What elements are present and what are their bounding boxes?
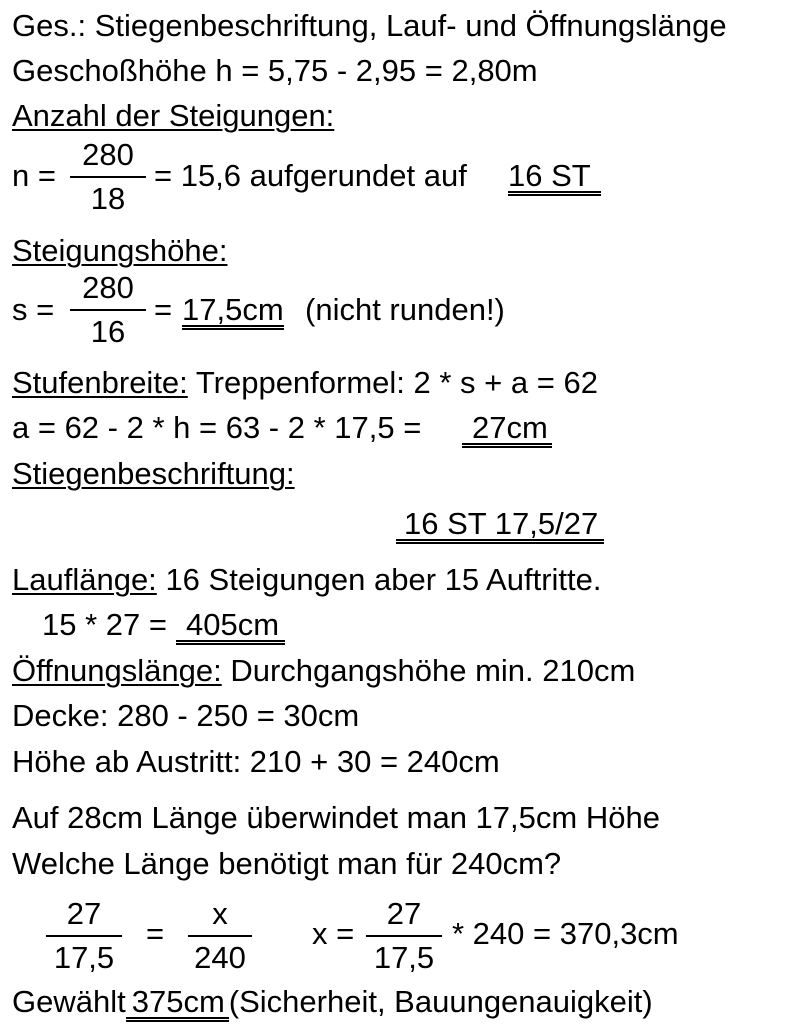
fraction-2-numerator: x: [212, 896, 228, 931]
steigungshoehe-eq: =: [154, 292, 173, 327]
fraction-3-numerator: 27: [386, 896, 422, 931]
proportion-fraction-1: [46, 896, 122, 976]
oeffnung-text: Durchgangshöhe min. 210cm: [230, 653, 636, 688]
stufenbreite-calc: a = 62 - 2 * h = 63 - 2 * 17,5 =: [12, 410, 422, 445]
steigungshoehe-heading: Steigungshöhe:: [12, 233, 228, 268]
fraction-bar: [46, 935, 122, 937]
gewaehlt-line: [12, 984, 653, 1022]
oeffnung-line: [12, 653, 635, 689]
steigungshoehe-note: (nicht runden!): [305, 292, 505, 327]
oeffnung-heading: Öffnungslänge:: [12, 653, 222, 688]
lauflaenge-calc: 15 * 27 =: [42, 607, 167, 642]
fraction-bar: [70, 309, 146, 311]
fraction-bar: [366, 935, 442, 937]
treppenformel: Treppenformel: 2 * s + a = 62: [195, 365, 598, 400]
lauflaenge-result: 405cm: [176, 607, 285, 645]
x-rhs: * 240 = 370,3cm: [452, 916, 679, 951]
fraction-3-denominator: 17,5: [373, 940, 435, 975]
anzahl-numerator: 280: [82, 137, 134, 172]
text-line-1: Auf 28cm Länge überwindet man 17,5cm Höhe: [12, 800, 660, 835]
gewaehlt-note: (Sicherheit, Bauungenauigkeit): [228, 984, 653, 1019]
steigungshoehe-fraction: [70, 270, 146, 350]
proportion-fraction-2: [188, 896, 252, 976]
anzahl-heading: Anzahl der Steigungen:: [12, 98, 335, 133]
beschriftung-result: 16 ST 17,5/27: [396, 506, 604, 544]
beschriftung-heading: Stiegenbeschriftung:: [12, 456, 295, 491]
steigungshoehe-numerator: 280: [82, 270, 134, 305]
proportion-eq: =: [146, 916, 165, 951]
gewaehlt-label: Gewählt: [12, 984, 126, 1019]
anzahl-lhs: n =: [12, 158, 56, 193]
proportion-fraction-3: [366, 896, 442, 976]
fraction-1-denominator: 17,5: [53, 940, 115, 975]
lauflaenge-heading: Lauflänge:: [12, 562, 157, 597]
steigungshoehe-result: 17,5cm: [182, 292, 284, 330]
anzahl-denominator: 18: [90, 181, 126, 216]
anzahl-rhs: = 15,6 aufgerundet auf: [154, 158, 467, 193]
stufenbreite-result: 27cm: [462, 410, 552, 448]
fraction-bar: [70, 176, 146, 178]
fraction-bar: [188, 935, 252, 937]
lauflaenge-line: [12, 562, 601, 598]
steigungshoehe-lhs: s =: [12, 292, 55, 327]
anzahl-fraction: [70, 137, 146, 217]
lauflaenge-text: 16 Steigungen aber 15 Auftritte.: [165, 562, 602, 597]
x-lhs: x =: [312, 916, 355, 951]
anzahl-result: 16 ST: [508, 158, 601, 196]
gewaehlt-result: 375cm: [126, 987, 229, 1022]
stufenbreite-line: [12, 365, 598, 401]
stufenbreite-heading: Stufenbreite:: [12, 365, 188, 400]
header-line: Ges.: Stiegenbeschriftung, Lauf- und Öffnungslänge: [12, 8, 727, 43]
geschosshoehe-line: Geschoßhöhe h = 5,75 - 2,95 = 2,80m: [12, 53, 538, 88]
text-line-2: Welche Länge benötigt man für 240cm?: [12, 846, 562, 881]
fraction-2-denominator: 240: [194, 940, 246, 975]
hoehe-ab-austritt-line: Höhe ab Austritt: 210 + 30 = 240cm: [12, 744, 500, 779]
steigungshoehe-denominator: 16: [90, 314, 126, 349]
fraction-1-numerator: 27: [66, 896, 102, 931]
decke-line: Decke: 280 - 250 = 30cm: [12, 698, 360, 733]
